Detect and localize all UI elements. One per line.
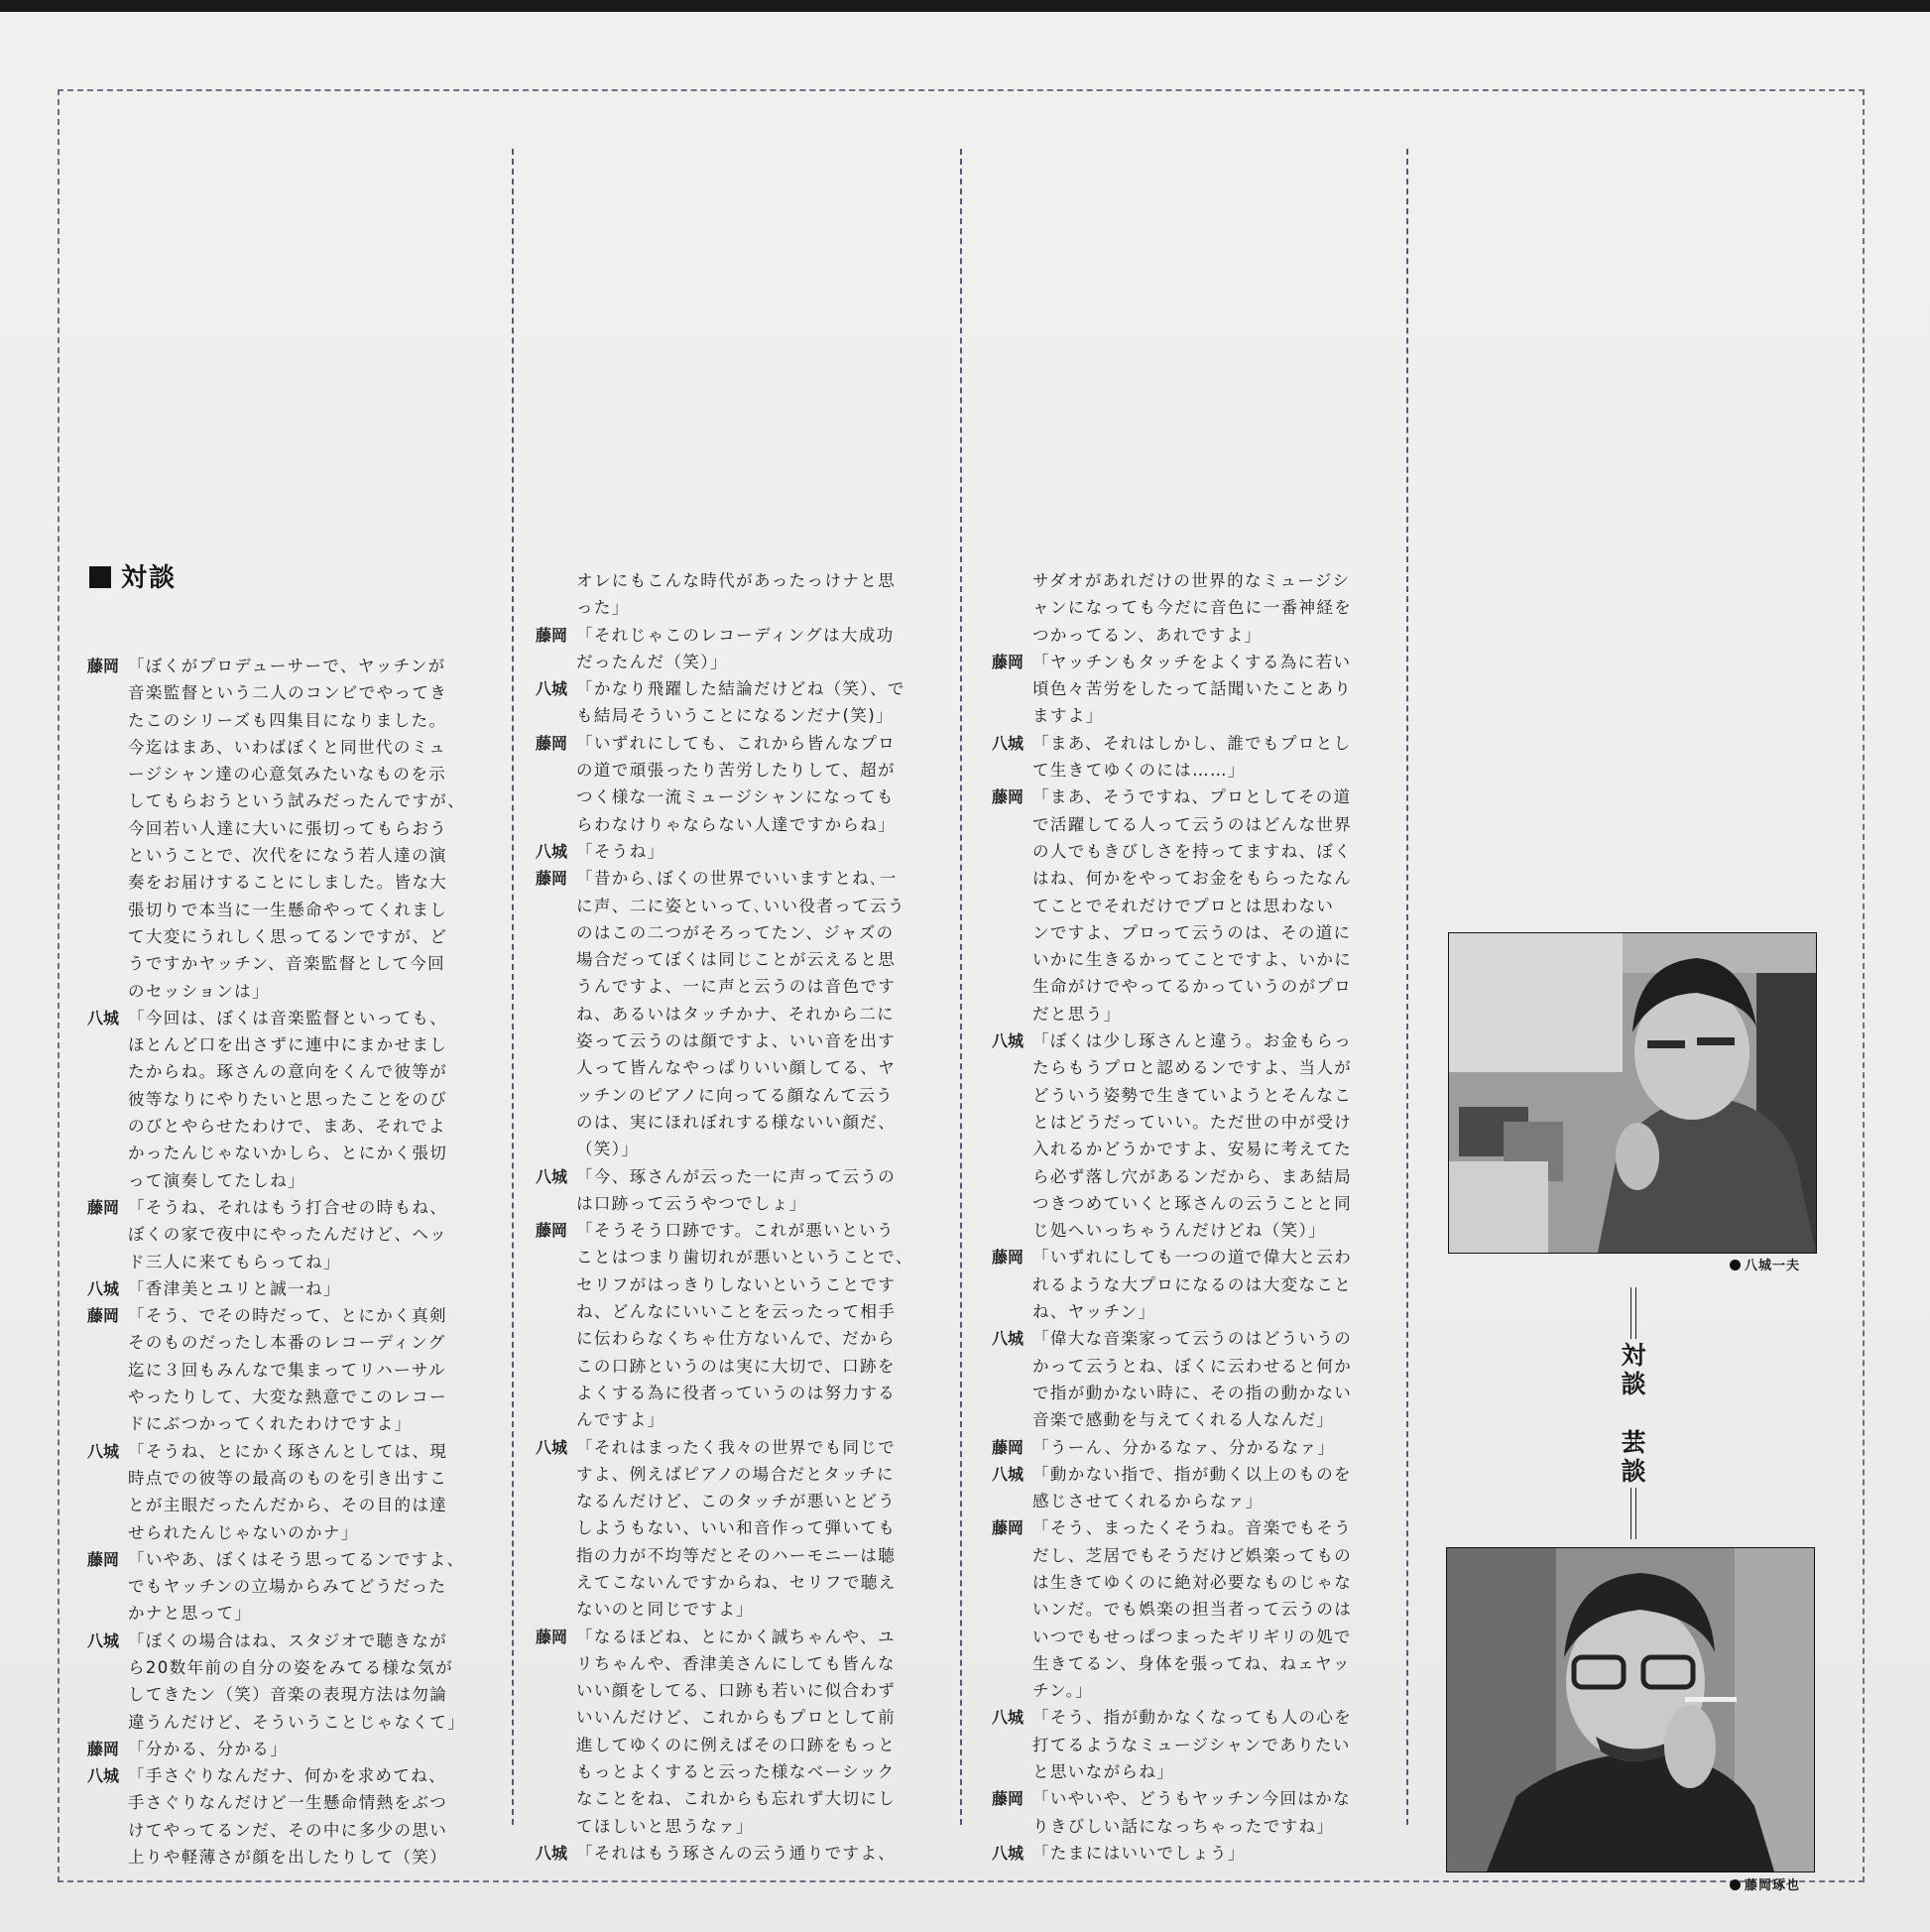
dialogue-entry: [992, 1840, 1408, 1867]
side-title-rule-bottom: [1630, 1488, 1636, 1539]
speaker-label: 八城: [992, 1329, 1025, 1349]
speaker-label: 八城: [536, 1166, 568, 1186]
dialogue-entry: [992, 784, 1408, 1027]
caption-yashiro-text: 八城一夫: [1745, 1259, 1801, 1273]
dialogue-text: 「ヤッチンもタッチをよくする為に若い 頃色々苦労をしたって話聞いたことあり ますよ」: [1032, 652, 1353, 726]
dialogue-text: 「それはもう琢さんの云う通りですよ、: [576, 1843, 897, 1863]
dialogue-text: 「ぼくがプロデューサーで、ヤッチンが 音楽監督という二人のコンビでやってき たこのシリーズも四集目になりました。 今迄はまあ、いわばぼくと同世代のミュ ージシャン達の心意気みたいなものを示 してもらおうという試みだったんですが、 今回若い人達に大いに張切ってもらおう ということで、次代をになう若人達の演 奏をお届けすることにしました。皆な大 張切りで本当に一生懸命やってくれまし て大変にうれしく思ってるンですが、ど うですかヤッチン、音楽監督として今回 のセッションは」: [128, 657, 466, 1001]
speaker-label: 八城: [87, 1278, 120, 1298]
text-column-1: [87, 653, 504, 1871]
dialogue-text: 「ぼくの場合はね、スタジオで聴きなが ら20数年前の自分の姿をみてる様な気が してきたン（笑）音楽の表現方法は勿論 違うんだけど、そういうことじゃなくて」: [128, 1630, 466, 1732]
speaker-label: 藤岡: [536, 1627, 568, 1646]
column-divider-2: [960, 149, 962, 1825]
text-column-3: [992, 567, 1408, 1867]
dialogue-entry: [992, 1704, 1408, 1785]
speaker-label: 八城: [992, 1464, 1025, 1484]
dialogue-text: 「いやいや、どうもヤッチン今回はかな りきびしい話になっちゃったですね」: [1032, 1789, 1352, 1836]
column-divider-1: [512, 149, 514, 1825]
dialogue-entry: [536, 622, 952, 676]
dialogue-text: 「偉大な音楽家って云うのはどういうの かって云うとね、ぼくに云わせると何か で指が動かない時に、その指の動かない 音楽で感動を与えてくれる人なんだ」: [1032, 1329, 1353, 1430]
dialogue-text: 「それはまったく我々の世界でも同じで すよ、例えばピアノの場合だとタッチに なるんだけど、このタッチが悪いとどう しようもない、いい和音作って弾いても 指の力が不均等だとそのハーモニーは聴 えてこないんですからね、セリフで聴え ないのと同じですよ」: [576, 1437, 897, 1620]
top-edge-band: [0, 0, 1930, 12]
dialogue-entry: [87, 1736, 504, 1762]
speaker-label: 藤岡: [536, 733, 568, 753]
dialogue-entry: [536, 1217, 952, 1433]
dialogue-entry: [536, 838, 952, 865]
dialogue-text: 「まあ、そうですね、プロとしてその道 で活躍してる人って云うのはどんな世界 の人でもきびしさを持ってますね、ぼく はね、何かをやってお金をもらったなん てことでそれだけでプロとは思わない ンですよ、プロって云うのは、その道に いかに生きるかってことですよ、いかに 生命がけでやってるかっていうのがプロ だと思う」: [1032, 787, 1353, 1024]
speaker-label: 八城: [992, 1708, 1025, 1728]
speaker-label: 藤岡: [536, 869, 568, 889]
dialogue-text: 「今、琢さんが云った一に声って云うの は口跡って云うやつでしょ」: [576, 1166, 897, 1213]
photo-yashiro-kazuo: [1448, 932, 1817, 1254]
speaker-label: 藤岡: [87, 1197, 120, 1217]
dialogue-entry: [87, 1546, 504, 1628]
side-title-bottom: 芸談: [1621, 1428, 1646, 1486]
dialogue-entry: [992, 1434, 1408, 1461]
speaker-label: 藤岡: [992, 652, 1025, 671]
dialogue-text: 「そう、でその時だって、とにかく真剣 そのものだったし本番のレコーディング 迄に３回もみんなで集まってリハーサル やったりして、大変な熱意でこのレコー ドにぶつかってくれたわけですよ」: [128, 1306, 447, 1434]
speaker-label: 藤岡: [992, 1518, 1025, 1538]
section-heading-text: 対談: [121, 563, 178, 593]
dialogue-entry: [87, 1275, 504, 1302]
speaker-label: 八城: [87, 1441, 120, 1461]
speaker-label: 藤岡: [992, 1248, 1025, 1268]
text-column-2: [536, 567, 952, 1867]
speaker-label: 八城: [536, 1437, 568, 1457]
speaker-label: 八城: [536, 679, 568, 699]
dialogue-entry: [87, 1762, 504, 1871]
dialogue-text: 「香津美とユリと誠一ね」: [128, 1278, 341, 1298]
dialogue-text: 「そうね、とにかく琢さんとしては、現 時点での彼等の最高のものを引き出すこ とが主眼だったんだから、その目的は達 せられたんじゃないのかナ」: [128, 1441, 448, 1542]
dialogue-entry: [992, 649, 1408, 730]
speaker-label: 八城: [992, 1031, 1025, 1051]
dialogue-entry: [992, 1027, 1408, 1244]
dialogue-entry: [992, 567, 1408, 649]
dialogue-entry: [536, 865, 952, 1162]
side-title-rule-top: [1630, 1287, 1636, 1339]
dialogue-text: 「動かない指で、指が動く以上のものを 感じさせてくれるからなァ」: [1032, 1464, 1352, 1511]
dialogue-entry: [536, 730, 952, 838]
dialogue-text: 「昔から､ぼくの世界でいいますとね､一 に声、二に姿といって､いい役者って云う のはこの二つがそろってたン、ジャズの 場合だってぼくは同じことが云えると思 うんですよ、一に声と云うのは音色です ね、あるいはタッチかナ、それから二に 姿って云うのは顔ですよ、いい音を出す 人って皆んなやっぱりいい顔してる、ヤ ッチンのピアノに向ってる顔なんて云う のは、実にほれぼれする様ないい顔だ、 （笑）」: [576, 869, 905, 1159]
speaker-label: 藤岡: [536, 625, 568, 645]
dialogue-text: 「そう、まったくそうね。音楽でもそう だし、芝居でもそうだけど娯楽ってもの は生きてゆくのに絶対必要なものじゃな いンだ。でも娯楽の担当者って云うのは いつでもせっぱつまったギリギリの処で 生きてるン、身体を張ってね、ねェヤッ チン。」: [1032, 1518, 1353, 1701]
bullet-dot-icon: [1730, 1879, 1741, 1890]
caption-fujioka-text: 藤岡琢也: [1745, 1878, 1801, 1893]
dialogue-entry: [87, 1438, 504, 1546]
dialogue-text: 「なるほどね、とにかく誠ちゃんや、ユ リちゃんや、香津美さんにしても皆んな いい顔をしてる、口跡も若いに似合わず いいんだけど、これからもプロとして前 進してゆくのに例えばその口跡をもっと もっとよくすると云った様なベーシック なことをね、これからも忘れず大切にし てほしいと思うなァ」: [576, 1627, 897, 1836]
dialogue-entry: [992, 1785, 1408, 1840]
dialogue-entry: [536, 1624, 952, 1840]
dialogue-text: 「たまにはいいでしょう」: [1032, 1843, 1246, 1863]
speaker-label: 藤岡: [536, 1221, 568, 1241]
dialogue-text: 「かなり飛躍した結論だけどね（笑）、で も結局そういうことになるンだナ(笑)」: [576, 679, 905, 726]
speaker-label: 藤岡: [992, 787, 1025, 807]
dialogue-text: 「いずれにしても、これから皆んなプロ の道で頑張ったり苦労したりして、超が つく様な一流ミュージシャンになっても らわなけりゃならない人達ですからね」: [576, 733, 897, 834]
speaker-label: 八城: [992, 1843, 1025, 1863]
dialogue-text: 「そうね」: [576, 841, 665, 861]
dialogue-entry: [992, 1461, 1408, 1515]
bullet-dot-icon: [1730, 1260, 1741, 1270]
dialogue-entry: [87, 1194, 504, 1275]
square-bullet-icon: [89, 566, 111, 588]
dialogue-text: 「そうね、それはもう打合せの時もね、 ぼくの家で夜中にやったんだけど、ヘッ ド三人に来てもらってね」: [128, 1197, 448, 1271]
section-heading: [89, 557, 177, 594]
speaker-label: 藤岡: [87, 1739, 120, 1758]
dialogue-entry: [536, 1840, 952, 1867]
dialogue-text: 「それじゃこのレコーディングは大成功 だったんだ（笑）」: [576, 625, 895, 671]
dialogue-entry: [992, 1514, 1408, 1704]
speaker-label: 八城: [536, 1843, 568, 1863]
caption-fujioka: [1730, 1874, 1800, 1893]
side-title-top: 対談: [1621, 1341, 1646, 1398]
dialogue-text: 「そうそう口跡です。これが悪いという ことはつまり歯切れが悪いということで、 セリフがはっきりしないということです ね、どんなにいいことを云ったって相手 に伝わらなくちゃ仕方ないんで、だから この口跡というのは実に大切で、口跡を よくする為に役者っていうのは努力する んですよ」: [576, 1221, 913, 1430]
dialogue-entry: [87, 653, 504, 1005]
speaker-label: 藤岡: [87, 657, 120, 675]
dialogue-text: 「今回は、ぼくは音楽監督といっても、 ほとんど口を出さずに連中にまかせまし たからね。琢さんの意向をくんで彼等が 彼等なりにやりたいと思ったことをのび のびとやらせたわけで、まあ、それでよ かったんじゃないかしら、とにかく張切 って演奏してたしね」: [128, 1008, 448, 1190]
dialogue-text: 「分かる、分かる」: [128, 1739, 289, 1758]
speaker-label: 藤岡: [87, 1306, 120, 1326]
dialogue-entry: [536, 675, 952, 730]
dialogue-entry: [992, 730, 1408, 785]
dialogue-text: 「そう、指が動かなくなっても人の心を 打てるようなミュージシャンでありたい と思いながらね」: [1032, 1708, 1353, 1782]
dialogue-entry: [87, 1302, 504, 1437]
dialogue-text: 「いずれにしても一つの道で偉大と云わ れるような大プロになるのは大変なこと ね、ヤッチン」: [1032, 1248, 1353, 1322]
speaker-label: 藤岡: [992, 1437, 1025, 1457]
dialogue-entry: [536, 567, 952, 622]
dialogue-entry: [536, 1163, 952, 1218]
dialogue-entry: [87, 1005, 504, 1194]
dialogue-entry: [87, 1628, 504, 1736]
dialogue-text: オレにもこんな時代があったっけナと思 った」: [576, 571, 897, 618]
speaker-label: 藤岡: [992, 1789, 1025, 1809]
dialogue-text: 「いやあ、ぼくはそう思ってるンですよ、 でもヤッチンの立場からみてどうだった かナと思って」: [128, 1549, 465, 1624]
dialogue-entry: [992, 1244, 1408, 1325]
speaker-label: 藤岡: [87, 1549, 120, 1569]
photo-fujioka-takuya: [1446, 1547, 1815, 1872]
dialogue-text: 「手さぐりなんだナ、何かを求めてね、 手さぐりなんだけど一生懸命情熱をぶつ けてやってるンだ、その中に多少の思い 上りや軽薄さが顔を出したりして（笑）: [128, 1766, 448, 1868]
caption-yashiro: [1730, 1255, 1800, 1273]
speaker-label: 八城: [536, 841, 568, 861]
dialogue-text: 「うーん、分かるなァ、分かるなァ」: [1032, 1437, 1336, 1457]
speaker-label: 八城: [87, 1008, 120, 1027]
speaker-label: 八城: [87, 1630, 120, 1650]
dialogue-text: 「まあ、それはしかし、誰でもプロとし て生きてゆくのには……」: [1032, 733, 1352, 781]
dialogue-entry: [536, 1434, 952, 1624]
dialogue-text: 「ぼくは少し琢さんと違う。お金もらっ たらもうプロと認めるンですよ、当人が どういう姿勢で生きていようとそんなこ とはどうだっていい。ただ世の中が受け 入れるかどうかですよ、安易に考えてた ら必ず落し穴があるンだから、まあ結局 つきつめていくと琢さんの云うことと同 じ処へいっちゃうんだけどね（笑）」: [1032, 1031, 1353, 1241]
speaker-label: 八城: [992, 733, 1025, 753]
dialogue-text: サダオがあれだけの世界的なミュージシ ャンになっても今だに音色に一番神経を つかってるン、あれですよ」: [1032, 571, 1353, 645]
dialogue-entry: [992, 1325, 1408, 1433]
speaker-label: 八城: [87, 1766, 120, 1786]
